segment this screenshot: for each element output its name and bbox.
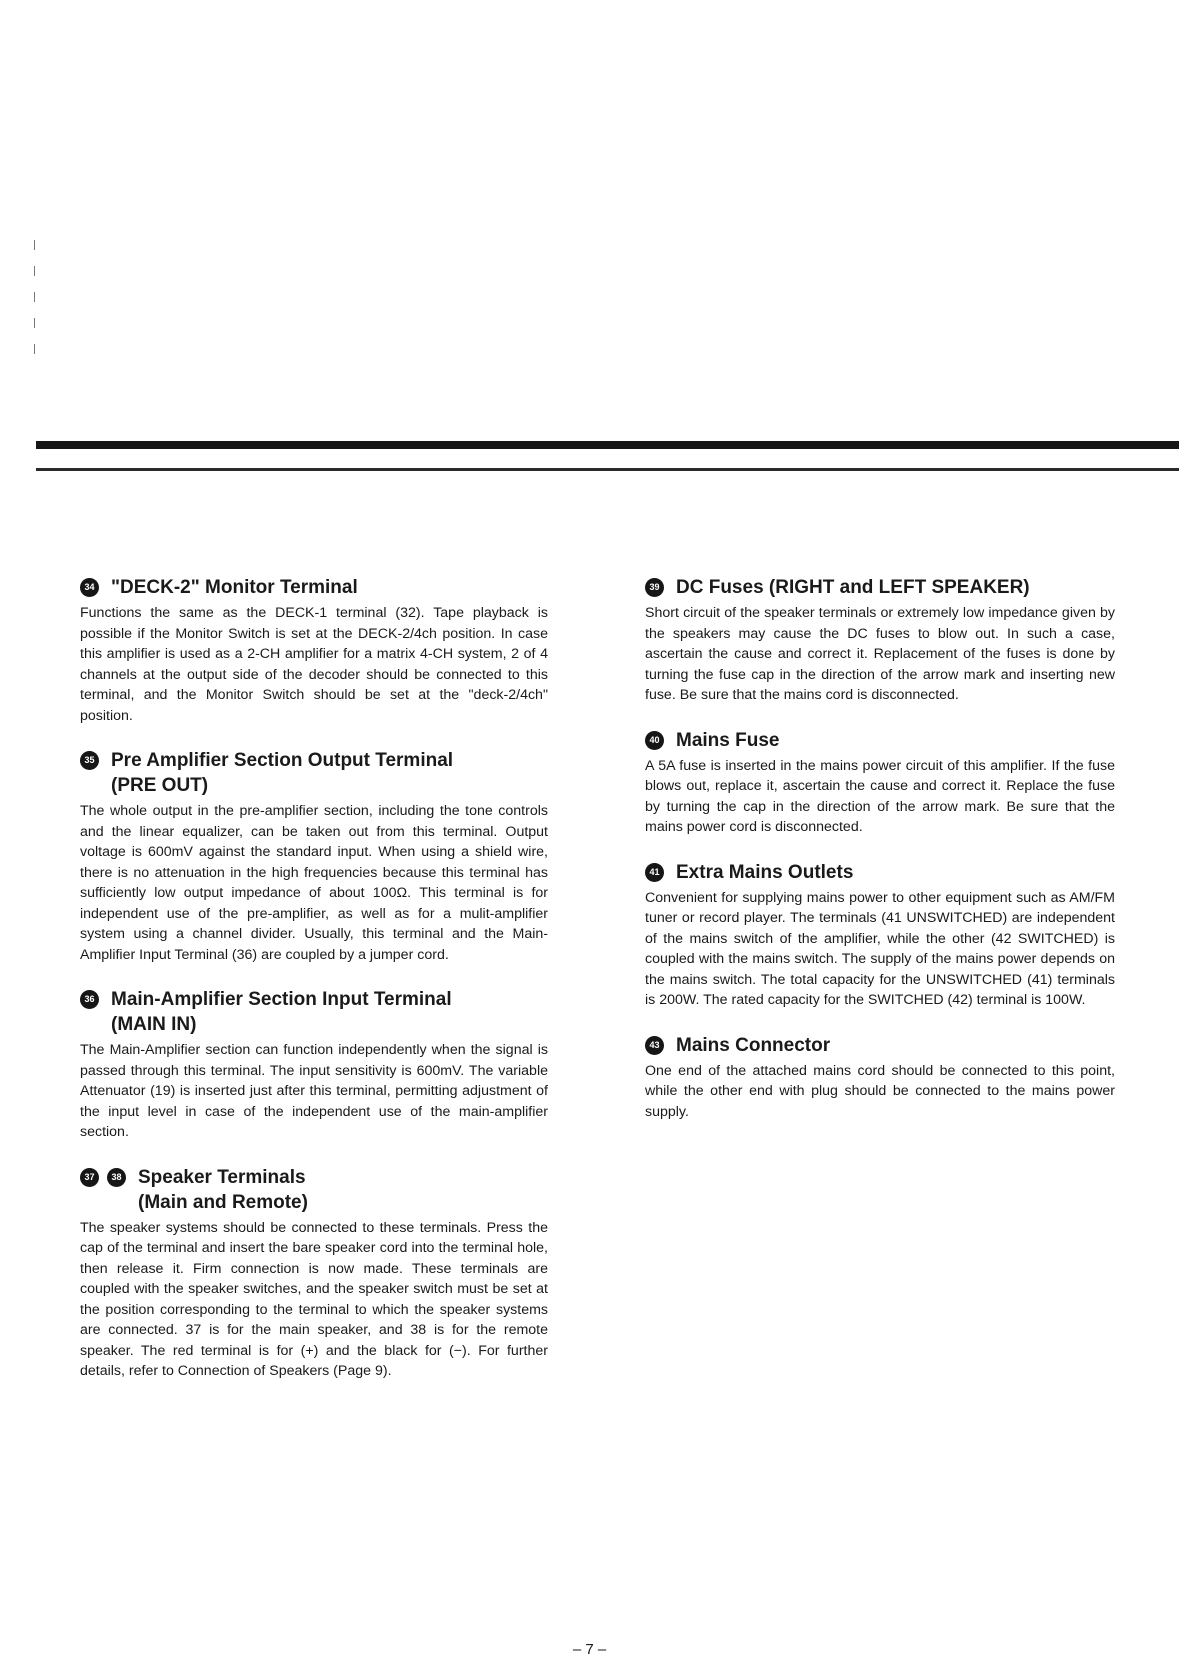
section-title: Pre Amplifier Section Output Terminal xyxy=(111,750,454,771)
section-title: Speaker Terminals xyxy=(138,1166,306,1188)
header-rule-thick xyxy=(36,441,1179,449)
section-title: Main-Amplifier Section Input Terminal xyxy=(111,989,452,1010)
section-subtitle: (PRE OUT) xyxy=(111,775,209,796)
item-number-badge: 37 xyxy=(80,1168,99,1187)
section-subtitle: (MAIN IN) xyxy=(111,1014,197,1035)
section-body: A 5A fuse is inserted in the mains power circuit of this amplifier. If the fuse blows out, replace it, ascertain the cause and correct it. Replace the fuse by turning the cap in the direction of the arrow mark. Be sure that the mains power cord is disconnected. xyxy=(645,757,1115,835)
section-heading xyxy=(645,1033,1115,1058)
item-number-badge: 39 xyxy=(645,578,664,597)
section-body: The Main-Amplifier section can function independently when the signal is passed through this terminal. The input sensitivity is 600mV. The variable Attenuator (19) is inserted just after this terminal, permitting adjustment of the input level in case of the independent use of the main-amplifier section. xyxy=(80,1042,548,1140)
section-title: Mains Connector xyxy=(676,1034,831,1056)
section-body: Short circuit of the speaker terminals or extremely low impedance given by the speakers may cause the DC fuses to blow out. In such a case, ascertain the cause and correct it. Replacement of the fuses is done by turning the fuse cap in the direction of the arrow mark and inserting new fuse. Be sure that the mains cord is disconnected. xyxy=(645,605,1115,703)
section-body: Functions the same as the DECK-1 terminal (32). Tape playback is possible if the Monitor Switch is set at the DECK-2/4ch position. In case this amplifier is used as a 2-CH amplifier for a matrix 4-CH system, 2 of 4 channels at the output side of the decoder should be connected to this terminal, and the Monitor Switch should be set at the "deck-2/4ch" position. xyxy=(80,605,548,724)
section-title: Extra Mains Outlets xyxy=(676,861,854,883)
section-heading xyxy=(80,1165,548,1215)
section-heading xyxy=(80,575,548,600)
section-body: The whole output in the pre-amplifier section, including the tone controls and the linear equalizer, can be taken out from this terminal. Output voltage is 600mV against the standard input. When using a shield wire, there is no attenuation in the high frequencies because this terminal has sufficiently low output impedance of about 100Ω. This terminal is for independent use of the pre-amplifier, as well as for a mulit-amplifier system using a channel divider. Usually, this terminal and the Main-Amplifier Input Terminal (36) are coupled by a jumper cord. xyxy=(80,803,548,963)
section-39 xyxy=(645,575,1115,706)
section-body: One end of the attached mains cord should be connected to this point, while the other end with plug should be connected to the mains power supply. xyxy=(645,1062,1115,1120)
section-subtitle: (Main and Remote) xyxy=(138,1191,308,1213)
page-number: – 7 – xyxy=(572,1641,607,1658)
section-heading xyxy=(80,748,548,798)
section-heading xyxy=(645,860,1115,885)
item-number-badge: 36 xyxy=(80,990,99,1009)
item-number-badge: 35 xyxy=(80,751,99,770)
section-title: "DECK-2" Monitor Terminal xyxy=(111,577,358,598)
section-36 xyxy=(80,987,548,1143)
item-number-badge: 40 xyxy=(645,731,664,750)
section-37-38 xyxy=(80,1165,548,1382)
section-heading xyxy=(80,987,548,1037)
section-body: Convenient for supplying mains power to other equipment such as AM/FM tuner or record player. The terminals (41 UNSWITCHED) are independent of the mains switch of the amplifier, while the other (42 SWITCHED) is coupled with the mains switch. The supply of the mains power depends on the mains switch. The total capacity for the UNSWITCHED (41) terminals is 200W. The rated capacity for the SWITCHED (42) terminal is 100W. xyxy=(645,889,1115,1008)
item-number-badge: 38 xyxy=(107,1168,126,1187)
section-40 xyxy=(645,728,1115,838)
right-column xyxy=(645,575,1115,1144)
section-title: Mains Fuse xyxy=(676,729,780,751)
section-title: DC Fuses (RIGHT and LEFT SPEAKER) xyxy=(676,577,1030,598)
section-34 xyxy=(80,575,548,726)
section-heading xyxy=(645,728,1115,753)
section-body: The speaker systems should be connected to these terminals. Press the cap of the terminal and insert the bare speaker cord into the terminal hole, then release it. Firm connection is now made. These terminals are coupled with the speaker switches, and the speaker switch must be set at the position corresponding to the terminal to which the speaker systems are connected. 37 is for the main speaker, and 38 is for the remote speaker. The red terminal is for (+) and the black for (−). For further details, refer to Connection of Speakers (Page 9). xyxy=(80,1219,548,1379)
section-heading xyxy=(645,575,1115,600)
item-number-badge: 41 xyxy=(645,863,664,882)
section-35 xyxy=(80,748,548,965)
section-43 xyxy=(645,1033,1115,1123)
header-rule-thin xyxy=(36,468,1179,471)
binding-margin-marks xyxy=(34,240,38,370)
section-41 xyxy=(645,860,1115,1011)
left-column xyxy=(80,575,548,1404)
item-number-badge: 43 xyxy=(645,1036,664,1055)
item-number-badge: 34 xyxy=(80,578,99,597)
